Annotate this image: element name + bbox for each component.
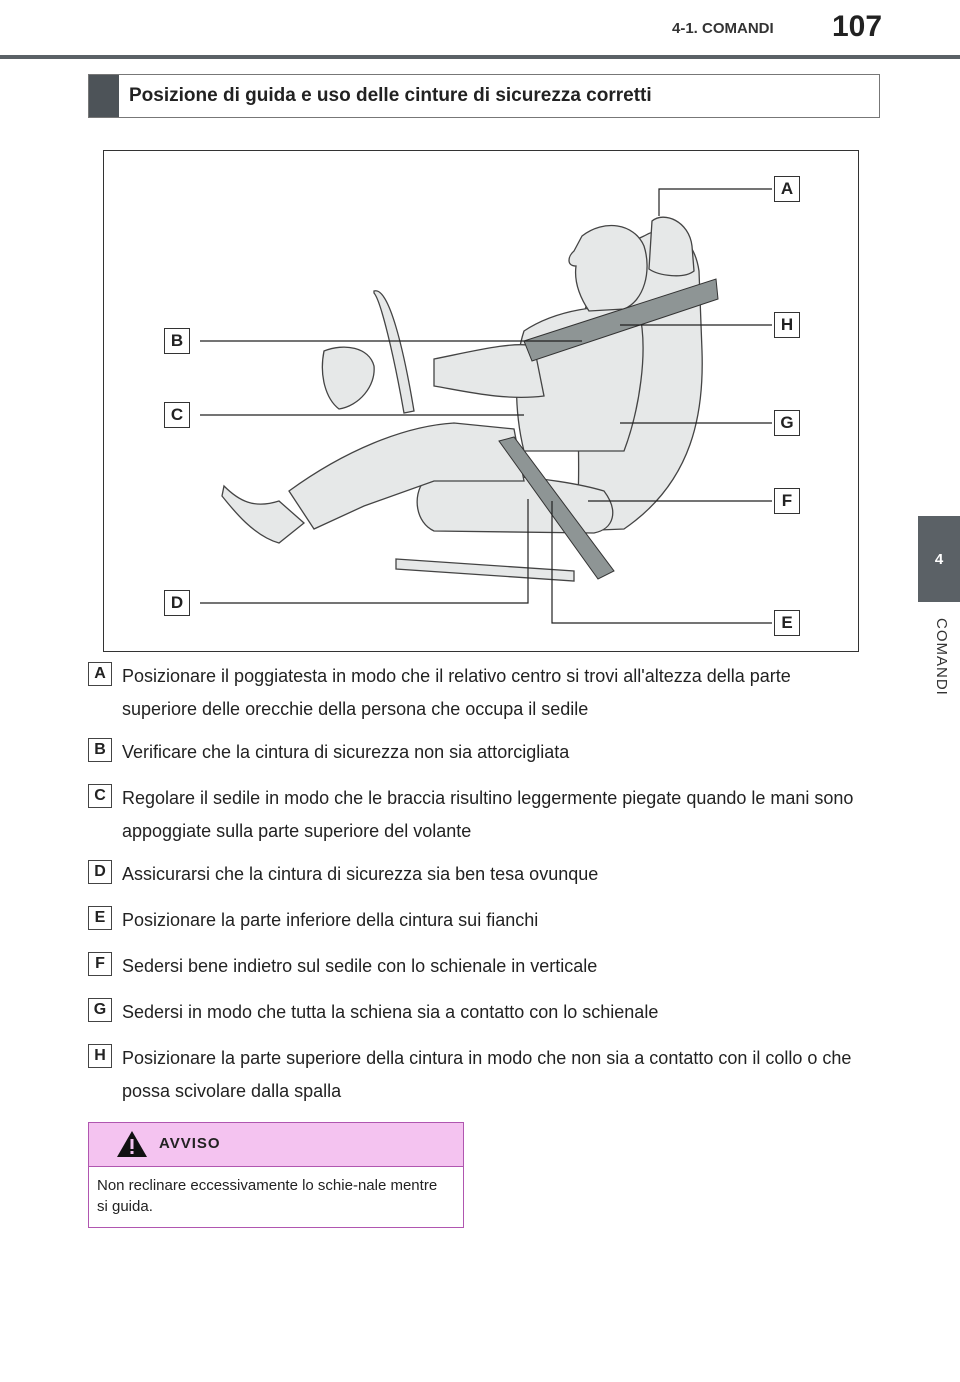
- callout-c: C: [164, 402, 190, 428]
- section-heading: 4-1. COMANDI: [672, 20, 774, 37]
- item-letter-a: A: [88, 662, 112, 686]
- item-text: Posizionare la parte superiore della cintura in modo che non sia a contatto con il collo o che possa scivolare dalla spalla: [122, 1048, 852, 1101]
- item-text: Posizionare la parte inferiore della cintura sui fianchi: [122, 910, 539, 930]
- page-number: 107: [832, 10, 883, 43]
- chapter-number: 4: [934, 550, 944, 568]
- chapter-tab[interactable]: [918, 516, 960, 602]
- callout-a: A: [774, 176, 800, 202]
- section-title-box: [88, 74, 880, 118]
- warning-header: [89, 1123, 463, 1167]
- warning-triangle-icon: [115, 1129, 149, 1159]
- item-letter-f: F: [88, 952, 112, 976]
- item-text: Assicurarsi che la cintura di sicurezza sia ben tesa ovunque: [122, 864, 599, 884]
- warning-body: Non reclinare eccessivamente lo schie-nale mentre si guida.: [97, 1177, 438, 1215]
- driver-seat-drawing: [104, 151, 860, 653]
- title-marker: [89, 75, 119, 117]
- chapter-label: COMANDI: [933, 618, 950, 696]
- callout-d: D: [164, 590, 190, 616]
- header-divider: [0, 55, 960, 59]
- callout-e: E: [774, 610, 800, 636]
- callout-g: G: [774, 410, 800, 436]
- callout-f: F: [774, 488, 800, 514]
- item-letter-h: H: [88, 1044, 112, 1068]
- item-letter-g: G: [88, 998, 112, 1022]
- item-text: Regolare il sedile in modo che le braccia risultino leggermente piegate quando le mani sono appoggiate sulla parte superiore del volante: [122, 788, 854, 841]
- driving-position-illustration: [103, 150, 859, 652]
- item-text: Sedersi in modo che tutta la schiena sia a contatto con lo schienale: [122, 1002, 659, 1022]
- callout-h: H: [774, 312, 800, 338]
- item-letter-e: E: [88, 906, 112, 930]
- warning-box: [88, 1122, 464, 1228]
- item-letter-d: D: [88, 860, 112, 884]
- item-text: Sedersi bene indietro sul sedile con lo schienale in verticale: [122, 956, 598, 976]
- item-text: Posizionare il poggiatesta in modo che il relativo centro si trovi all'altezza della parte superiore delle orecchie della persona che occupa il sedile: [122, 666, 791, 719]
- section-title: Posizione di guida e uso delle cinture di sicurezza corretti: [129, 85, 652, 106]
- callout-b: B: [164, 328, 190, 354]
- warning-title: AVVISO: [159, 1135, 221, 1152]
- item-text: Verificare che la cintura di sicurezza non sia attorcigliata: [122, 742, 570, 762]
- item-letter-c: C: [88, 784, 112, 808]
- item-letter-b: B: [88, 738, 112, 762]
